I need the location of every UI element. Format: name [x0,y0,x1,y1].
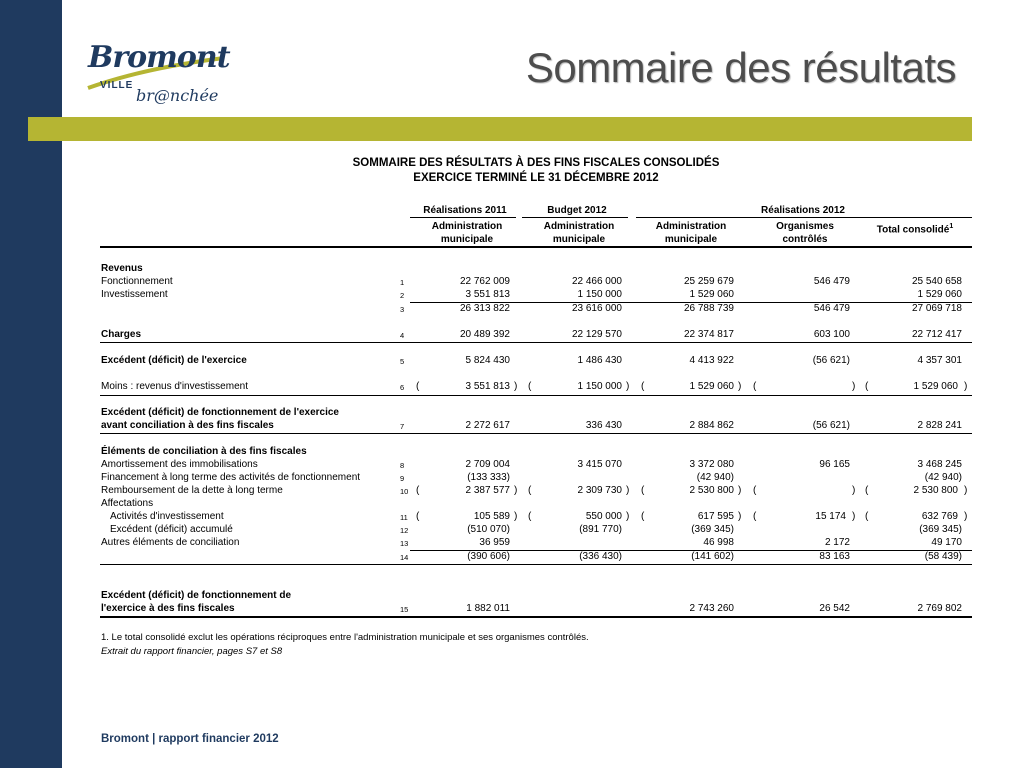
row-excedent-fonct-line1: Excédent (déficit) de fonctionnement de l'exercice [101,407,339,418]
row-elements-header: Éléments de conciliation à des fins fiscales [101,446,307,457]
row-fonctionnement: Fonctionnement 1 22 762 009 22 466 000 25 259 679 546 479 25 540 658 [101,276,962,287]
document-subtitle: EXERCICE TERMINÉ LE 31 DÉCEMBRE 2012 [413,172,659,184]
row-financement: Financement à long terme des activités de fonctionnement 9 (133 333) (42 940) (42 940) [101,472,962,483]
row-charges: Charges 4 20 489 392 22 129 570 22 374 817 603 100 22 712 417 [101,329,962,340]
footnote-consolidation: 1. Le total consolidé exclut les opérations réciproques entre l'administration municipale et ses organismes contrôlés. [101,632,589,643]
slide-footer: Bromont | rapport financier 2012 [101,733,279,745]
slide-title: Sommaire des résultats [525,44,956,91]
left-accent-bar [0,0,62,768]
row-final-line1: Excédent (déficit) de fonctionnement de [101,590,292,601]
row-excedent-fonct: avant conciliation à des fins fiscales 7 2 272 617 336 430 2 884 862 (56 621) 2 828 241 [101,420,962,431]
row-activites-investissement: Activités d'investissement 11 ( 105 589 ) ( 550 000 ) ( 617 595 ) ( 15 174 ) ( 632 769 ) [110,511,968,522]
row-revenus: Revenus [101,263,143,274]
header-col-3: Administration municipale [655,221,727,245]
header-col-2: Administration municipale [543,221,615,245]
header-group-budget: Budget 2012 [547,205,607,216]
footnote-source: Extrait du rapport financier, pages S7 et S8 [101,646,283,657]
row-affectations: Affectations [101,498,154,509]
logo-wordmark: Bromont [88,40,230,75]
row-total-conciliation: 14 (390 606) (336 430) (141 602) 83 163 (58 439) [400,551,962,562]
row-final: l'exercice à des fins fiscales 15 1 882 011 2 743 260 26 542 2 769 802 [101,603,962,614]
header-col-5: Total consolidé$^1$ [876,223,954,236]
header-col-1: Administration municipale [431,221,503,245]
row-moins-revenus: Moins : revenus d'investissement 6 ( 3 551 813 ) ( 1 150 000 ) ( 1 529 060 ) ( ) ( 1 529 060 ) [101,381,968,392]
logo-tagline: br@nchée [136,86,219,105]
row-investissement: Investissement 2 3 551 813 1 150 000 1 529 060 1 529 060 [101,289,962,300]
row-amortissement: Amortissement des immobilisations 8 2 709 004 3 415 070 3 372 080 96 165 3 468 245 [101,459,962,470]
logo-ville: VILLE [100,80,134,91]
header-col-4: Organismes contrôlés [776,221,834,245]
row-total-revenus: 3 26 313 822 23 616 000 26 788 739 546 479 27 069 718 [400,303,962,314]
row-excedent-exercice: Excédent (déficit) de l'exercice 5 5 824 430 1 486 430 4 413 922 (56 621) 4 357 301 [101,355,962,366]
row-autres-elements: Autres éléments de conciliation 13 36 959 46 998 2 172 49 170 [101,537,962,548]
header-group-2012: Réalisations 2012 [761,205,845,216]
row-remboursement: Remboursement de la dette à long terme 10 ( 2 387 577 ) ( 2 309 730 ) ( 2 530 800 ) ( ) ( 2 530 800 ) [101,485,968,496]
row-excedent-accumule: Excédent (déficit) accumulé 12 (510 070) (891 770) (369 345) (369 345) [110,524,962,535]
header-group-2011: Réalisations 2011 [423,205,507,216]
document-title: SOMMAIRE DES RÉSULTATS À DES FINS FISCALES CONSOLIDÉS [352,157,720,169]
